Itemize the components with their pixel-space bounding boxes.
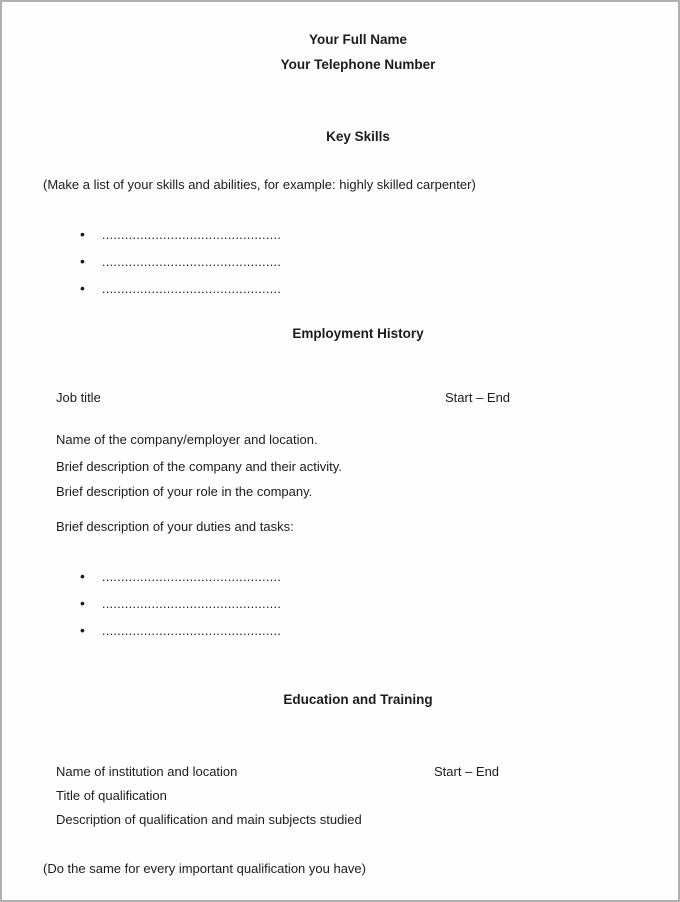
job-title-label: Job title xyxy=(56,390,101,405)
key-skills-bullet-item xyxy=(80,253,281,270)
employment-date-range: Start – End xyxy=(445,390,511,405)
dotted-line: ............................................... xyxy=(101,569,282,584)
role-line: Brief description of your role in the company. xyxy=(56,484,313,499)
bullet-icon: • xyxy=(80,280,85,296)
institution-line: Name of institution and location xyxy=(56,764,238,779)
qualification-line: Title of qualification xyxy=(56,788,167,803)
dotted-line: ............................................... xyxy=(101,596,282,611)
duties-bullet-item xyxy=(80,622,281,639)
dotted-line: ............................................... xyxy=(101,227,282,242)
full-name-text: Your Full Name xyxy=(308,32,407,47)
bullet-icon: • xyxy=(80,253,85,269)
key-skills-hint: (Make a list of your skills and abilities, for example: highly skilled carpenter) xyxy=(43,177,476,192)
key-skills-bullet-item xyxy=(80,226,281,243)
dotted-line: ............................................... xyxy=(101,623,282,638)
education-note: (Do the same for every important qualification you have) xyxy=(43,861,366,876)
dotted-line: ............................................... xyxy=(101,254,282,269)
employment-heading: Employment History xyxy=(292,326,424,341)
key-skills-bullet-item xyxy=(80,280,281,297)
telephone-text: Your Telephone Number xyxy=(280,57,436,72)
bullet-icon: • xyxy=(80,622,85,638)
education-heading: Education and Training xyxy=(283,692,433,707)
bullet-icon: • xyxy=(80,226,85,242)
education-date-range: Start – End xyxy=(434,764,500,779)
bullet-icon: • xyxy=(80,595,85,611)
bullet-icon: • xyxy=(80,568,85,584)
duties-bullet-item xyxy=(80,568,281,585)
duties-bullet-item xyxy=(80,595,281,612)
company-line: Name of the company/employer and location. xyxy=(56,432,318,447)
dotted-line: ............................................... xyxy=(101,281,282,296)
company-activity-line: Brief description of the company and their activity. xyxy=(56,459,342,474)
key-skills-heading: Key Skills xyxy=(326,129,390,144)
qualification-description-line: Description of qualification and main subjects studied xyxy=(56,812,362,827)
duties-label: Brief description of your duties and tasks: xyxy=(56,519,294,534)
